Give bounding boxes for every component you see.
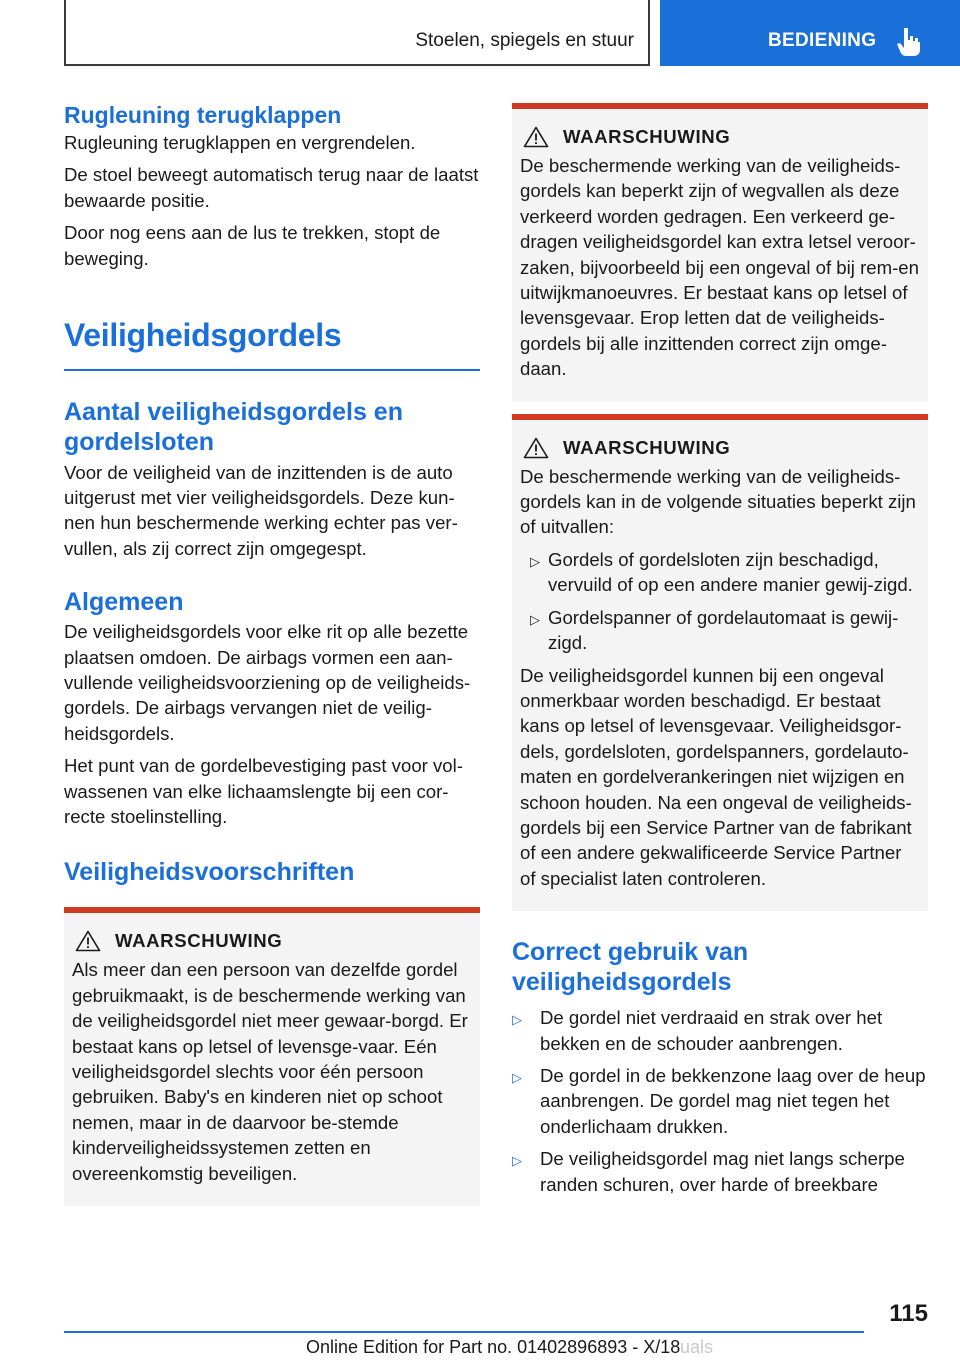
warning-triangle-icon [75,930,101,952]
list-item [512,1063,928,1139]
pointing-hand-icon [896,26,922,56]
warning-header [520,125,920,149]
triangle-bullet-icon: ▷ [530,553,540,569]
list-item-text: De veiligheidsgordel mag niet langs scherpe randen schuren, over harde of breekbare [540,1148,905,1195]
warning-label: WAARSCHUWING [563,436,731,458]
paragraph: Rugleuning terugklappen en vergrendelen. [64,132,416,153]
section-heading-aantal: Aantal veiligheidsgordels en gordelsloten [64,397,403,456]
triangle-bullet-icon: ▷ [512,1069,522,1085]
section-title: BEDIENING [768,30,877,51]
warning-text: De veiligheidsgordel kunnen bij een ongeval onmerkbaar worden beschadigd. Er bestaat kans op letsel of levensgevaar. Veiligheidsgor-dels, gordelsloten, gordelspanners, gordelauto-maten en gordelverankeringen niet wijzigen en schoon houden. Na een ongeval de veiligheids-gordels bij een Service Partner van de fabrikant of een andere gekwalificeerde Service Partner of specialist laten controleren. [520,664,912,889]
chapter-title: Stoelen, spiegels en stuur [415,30,634,51]
warning-header [72,929,472,953]
triangle-bullet-icon: ▷ [530,611,540,627]
warning-triangle-icon [523,126,549,148]
footer-divider [64,1331,864,1333]
left-column [64,100,480,1206]
warning-text: De beschermende werking van de veiligheids-gordels kan beperkt zijn of wegvallen als deze verkeerd worden gedragen. Een verkeerd ge-dragen veiligheidsgordel kan extra letsel veroor-zaken, bijvoorbeeld bij een ongeval of bij rem-en uitwijkmanoeuvres. Er bestaat kans op letsel of levensgevaar. Erop letten dat de veiligheids-gordels bij alle inzittenden correct zijn omge-daan. [520,155,919,380]
warning-box [512,414,928,912]
list-item [512,1146,928,1197]
list-item [512,1005,928,1056]
right-column [512,103,928,1197]
paragraph: De stoel beweegt automatisch terug naar de laatst bewaarde positie. [64,164,479,211]
paragraph: Het punt van de gordelbevestiging past voor vol-wassenen van elke lichaamslengte bij een cor-recte stoelinstelling. [64,755,463,827]
header-chapter-box [64,0,650,66]
warning-triangle-icon [523,437,549,459]
watermark: uals [680,1337,714,1357]
header-section-tab[interactable] [660,0,960,66]
subheading-rugleuning: Rugleuning terugklappen [64,102,342,128]
list-item-text: De gordel in de bekkenzone laag over de heup aanbrengen. De gordel mag niet tegen het onderlichaam drukken. [540,1064,926,1137]
triangle-bullet-icon: ▷ [512,1153,522,1169]
page-number: 115 [889,1300,928,1327]
warning-box [64,907,480,1206]
warning-label: WAARSCHUWING [563,126,731,147]
section-heading-algemeen: Algemeen [64,588,184,617]
section-heading-voorschriften: Veiligheidsvoorschriften [64,858,355,887]
paragraph: Voor de veiligheid van de inzittenden is de auto uitgerust met vier veiligheidsgordels. Deze kun-nen hun beschermende werking echter pas ver-vullen, als zij correct zijn omgegespt. [64,461,458,559]
warning-text: De beschermende werking van de veiligheids-gordels kan in de volgende situaties beperkt zijn of uitvallen: [520,465,916,538]
warning-header [520,436,920,460]
warning-box [512,103,928,402]
list-item-text: Gordels of gordelsloten zijn beschadigd, vervuild of op een andere manier gewij-zigd. [548,548,913,596]
warning-text: Als meer dan een persoon van dezelfde gordel gebruikmaakt, is de beschermende werking van de veiligheidsgordel niet meer gewaar-borgd. Er bestaat kans op letsel of levensge-vaar. Eén veiligheidsgordel slechts voor één persoon gebruiken. Baby's en kinderen niet op schoot nemen, maar in de daarvoor be-stemde kinderveiligheidssystemen zetten en overeenkomstig beveiligen. [72,959,468,1184]
list-item [520,605,920,656]
triangle-bullet-icon: ▷ [512,1012,522,1028]
list-item-text: De gordel niet verdraaid en strak over het bekken en de schouder aanbrengen. [540,1007,883,1054]
section-heading-correct-gebruik: Correct gebruik van veiligheidsgordels [512,938,749,997]
heading-divider [64,369,480,371]
paragraph: Door nog eens aan de lus te trekken, stopt de beweging. [64,222,441,269]
paragraph: De veiligheidsgordels voor elke rit op alle bezette plaatsen omdoen. De airbags vormen een aan-vullende veiligheidsvoorziening op de veiligheids-gordels. De airbags vervangen niet de veilig-heidsgordels. [64,621,471,744]
list-item [520,547,920,598]
chapter-heading: Veiligheidsgordels [64,317,342,354]
list-item-text: Gordelspanner of gordelautomaat is gewij-zigd. [548,606,899,654]
warning-label: WAARSCHUWING [115,930,283,952]
edition-note: Online Edition for Part no. 01402896893 - X/18 [306,1337,681,1357]
